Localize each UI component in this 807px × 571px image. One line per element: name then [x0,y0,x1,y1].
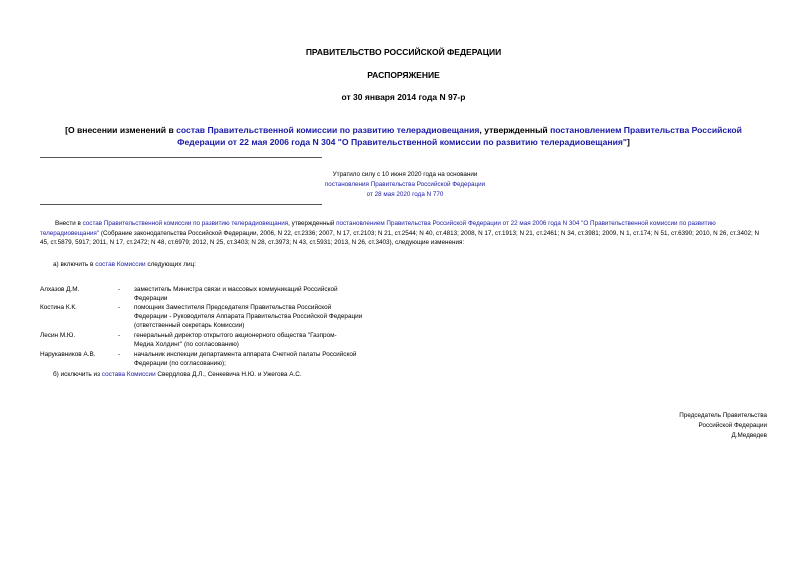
expiry-link-resolution[interactable]: постановления Правительства Российской Федерации [324,181,486,188]
divider [40,204,322,205]
member-name: Костина К.К. [40,304,77,311]
member-position: начальник инспекции департамента аппарата Счетной палаты Российской Федерации (по согласованию); [134,351,357,367]
member-dash: - [118,351,121,358]
document-title: [О внесении изменений в состав Правительственной комиссии по развитию телерадиовещания, утвержденный постановлением Правительства Российской Федерации от 22 мая 2006 года N 304 "О Правительственной комиссии по развитию телерадиовещания"] [65,125,742,147]
document-type: РАСПОРЯЖЕНИЕ [367,70,440,80]
member-dash: - [118,332,121,339]
divider [40,157,322,158]
issuer-heading: ПРАВИТЕЛЬСТВО РОССИЙСКОЙ ФЕДЕРАЦИИ [305,47,502,57]
document-date-number: от 30 января 2014 года N 97-р [341,92,466,102]
expiry-link-date[interactable]: от 28 мая 2020 года N 770 [366,191,444,198]
expiry-note: Утратило силу с 10 июня 2020 года на основании постановления Правительства Российской Федерации от 28 мая 2020 года N 770 [290,170,520,200]
clause-a-link[interactable]: состав Комиссии [95,261,146,268]
member-dash: - [118,286,121,293]
body-link-resolution[interactable]: постановлением Правительства Российской Федерации от 22 мая 2006 года N 304 "О Правительственной комиссии по развитию телерадиовещания" [40,220,716,237]
clause-a: а) включить в состав Комиссии следующих лиц: [53,261,196,268]
member-position: заместитель Министра связи и массовых коммуникаций Российской Федерации [134,286,338,302]
member-name: Нарукавников А.В. [40,351,96,358]
signature-block: Председатель Правительства Российской Федерации Д.Медведев [679,412,767,439]
member-name: Алхазов Д.М. [40,286,80,293]
clause-b: б) исключить из состава Комиссии Свердлова Д.Л., Сенкевича Н.Ю. и Ужегова А.С. [53,371,302,378]
title-link-resolution[interactable]: постановлением Правительства Российской Федерации от 22 мая 2006 года N 304 "О Правительственной комиссии по развитию телерадиовещания" [177,125,742,147]
member-position: помощник Заместителя Председателя Правительства Российской Федерации - Руководителя Аппарата Правительства Российской Федерации (ответственный секретарь Комиссии) [134,304,363,329]
member-dash: - [118,304,121,311]
member-position: генеральный директор открытого акционерного общества "Газпром-Медиа Холдинг" (по согласованию) [134,332,337,348]
member-name: Лесин М.Ю. [40,332,76,339]
body-link-commission[interactable]: состав Правительственной комиссии по развитию телерадиовещания [82,220,289,227]
clause-b-link[interactable]: состава Комиссии [101,371,156,378]
title-link-commission[interactable]: состав Правительственной комиссии по развитию телерадиовещания [176,125,480,135]
preamble-paragraph: Внести в состав Правительственной комиссии по развитию телерадиовещания, утвержденный постановлением Правительства Российской Федерации от 22 мая 2006 года N 304 "О Правительственной комиссии по развитию телерадиовещания" (Собрание законодательства Российской Федерации, 2006, N 22, ст.2336; 2007, N 17, ст.2103; N 21, ст.2544; N 40, ст.4813; 2008, N 17, ст.1913; N 21, ст.2461; N 34, ст.3981; 2009, N 1, ст.174; N 51, ст.6390; 2010, N 26, ст.3402; N 45, ст.5879, 5917; 2011, N 17, ст.2472; N 48, ст.6979; 2012, N 25, ст.3403; N 28, ст.3973; N 43, ст.5931; 2013, N 26, ст.3403), следующие изменения: [40,220,760,247]
